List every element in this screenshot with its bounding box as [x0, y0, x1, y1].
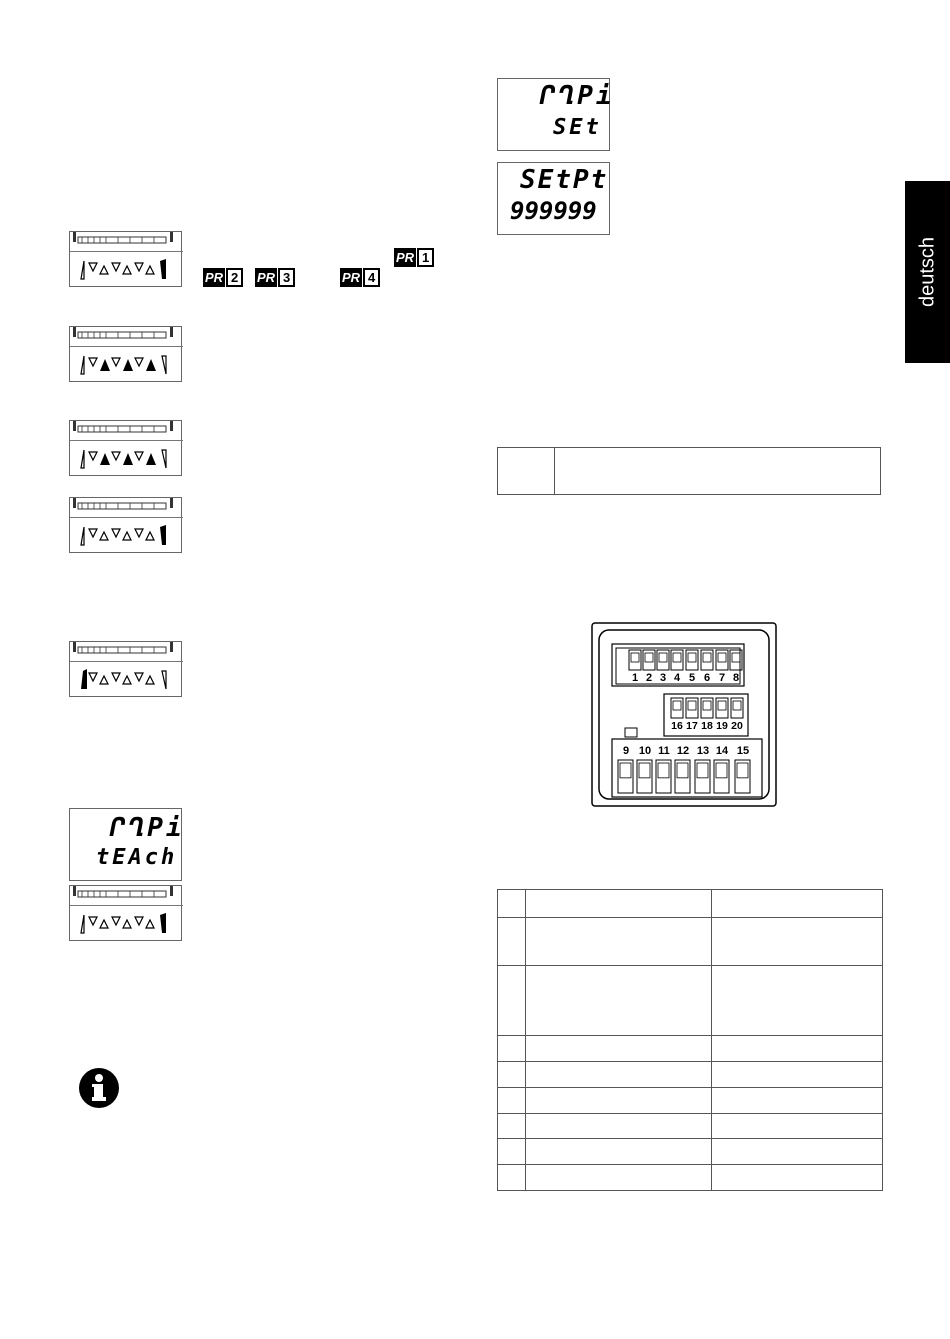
middle-terminal-cell-slot	[688, 701, 696, 710]
bottom-terminal-label: 15	[736, 745, 750, 757]
lcd-keypad-1	[69, 231, 182, 287]
top-terminal-label: 5	[688, 672, 696, 684]
bottom-terminal-cell-slot	[697, 763, 708, 778]
lcd-triangle-row	[70, 346, 183, 381]
table-cell	[712, 1114, 883, 1139]
table-cell	[712, 918, 883, 966]
table-cell	[526, 890, 712, 918]
top-terminal-cell-slot	[718, 653, 726, 662]
lcd-triangle-row	[70, 251, 183, 286]
lcd-triangle-row	[70, 905, 183, 940]
language-tab[interactable]	[905, 181, 950, 363]
top-terminal-cells	[629, 650, 742, 670]
info-icon	[78, 1067, 120, 1109]
top-terminal-label: 3	[659, 672, 667, 684]
top-terminal-cell-slot	[673, 653, 681, 662]
lcd-triangle-row	[70, 440, 183, 475]
table-cell	[526, 1114, 712, 1139]
pr1-badge: PR 1	[394, 248, 434, 267]
top-terminal-label: 4	[673, 672, 681, 684]
table-row	[498, 1165, 883, 1191]
table-row	[498, 1139, 883, 1165]
table-cell	[712, 1139, 883, 1165]
table-cell	[498, 1139, 526, 1165]
middle-terminal-cells	[671, 698, 743, 718]
lcd-keypad-6	[69, 885, 182, 941]
note-frame-right-cell	[555, 448, 881, 495]
top-terminal-label: 8	[732, 672, 740, 684]
terminal-connector-diagram	[591, 622, 777, 807]
middle-terminal-label: 16	[671, 720, 683, 732]
note-frame	[497, 447, 881, 495]
lcd-status-strip	[70, 421, 183, 438]
lcd-keypad-4	[69, 497, 182, 553]
top-terminal-labels	[632, 672, 739, 684]
bottom-terminal-label: 9	[622, 745, 630, 757]
lcd-status-strip	[70, 886, 183, 903]
table-cell	[712, 1088, 883, 1114]
table-row	[498, 1062, 883, 1088]
pr4-badge: PR 4	[340, 268, 380, 287]
bottom-terminal-label: 12	[676, 745, 690, 757]
language-tab-label: deutsch	[916, 236, 938, 308]
lcd-set-display	[497, 78, 615, 151]
lcd-line-2: SEt	[553, 115, 602, 140]
middle-terminal-labels	[671, 720, 743, 732]
table-cell	[526, 1165, 712, 1191]
bottom-terminal-label: 13	[696, 745, 710, 757]
middle-terminal-cell-slot	[703, 701, 711, 710]
table-cell	[498, 1165, 526, 1191]
table-cell	[498, 918, 526, 966]
top-terminal-cell-slot	[688, 653, 696, 662]
lcd-line-1: ՐՂPi	[540, 81, 615, 111]
table-cell	[498, 890, 526, 918]
lcd-triangle-row	[70, 517, 183, 552]
lcd-line-2: tEAch	[96, 845, 178, 870]
middle-terminal-label: 17	[686, 720, 698, 732]
table-row	[498, 1114, 883, 1139]
middle-terminal-label: 19	[716, 720, 728, 732]
bottom-terminal-label: 14	[715, 745, 729, 757]
table-cell	[498, 1036, 526, 1062]
lcd-line-1: ՐՂPi	[110, 813, 185, 843]
terminal-assignment-table	[497, 889, 883, 1191]
table-cell	[526, 1088, 712, 1114]
table-cell	[526, 1139, 712, 1165]
lcd-keypad-5	[69, 641, 182, 697]
bottom-terminal-labels	[623, 745, 749, 757]
middle-terminal-cell-slot	[733, 701, 741, 710]
lcd-status-strip	[70, 327, 183, 344]
table-row	[498, 966, 883, 1036]
lcd-setpoint-display	[497, 162, 610, 235]
lcd-status-strip	[70, 498, 183, 515]
top-terminal-label: 1	[631, 672, 639, 684]
bottom-terminal-cell-slot	[716, 763, 727, 778]
top-terminal-cell-slot	[732, 653, 740, 662]
table-cell	[712, 1062, 883, 1088]
top-terminal-label: 2	[645, 672, 653, 684]
pr3-badge: PR 3	[255, 268, 295, 287]
table-row	[498, 1036, 883, 1062]
lcd-line-1: SEtPt	[520, 165, 609, 195]
top-terminal-cell-slot	[645, 653, 653, 662]
lcd-status-strip	[70, 642, 183, 659]
bottom-terminal-cell-slot	[658, 763, 669, 778]
lcd-status-strip	[70, 232, 183, 249]
table-cell	[712, 966, 883, 1036]
table-cell	[712, 890, 883, 918]
top-terminal-cell-slot	[659, 653, 667, 662]
lcd-triangle-row	[70, 661, 183, 696]
top-terminal-cell-slot	[703, 653, 711, 662]
table-cell	[712, 1036, 883, 1062]
bottom-terminal-cell-slot	[737, 763, 748, 778]
top-terminal-cell-slot	[631, 653, 639, 662]
bottom-terminal-label: 10	[638, 745, 652, 757]
middle-terminal-cell-slot	[718, 701, 726, 710]
bottom-terminal-label: 11	[658, 745, 670, 757]
table-cell	[498, 1114, 526, 1139]
table-cell	[498, 966, 526, 1036]
note-frame-left-cell	[498, 448, 555, 495]
bottom-terminal-cells	[618, 760, 750, 793]
table-row	[498, 918, 883, 966]
pr2-badge: PR 2	[203, 268, 243, 287]
middle-terminal-label: 18	[701, 720, 713, 732]
table-row	[498, 890, 883, 918]
lcd-teach-display	[69, 808, 185, 881]
table-cell	[526, 1036, 712, 1062]
table-cell	[526, 1062, 712, 1088]
table-cell	[712, 1165, 883, 1191]
table-cell	[526, 966, 712, 1036]
lcd-keypad-3	[69, 420, 182, 476]
lcd-keypad-2	[69, 326, 182, 382]
table-row	[498, 1088, 883, 1114]
middle-terminal-cell-slot	[673, 701, 681, 710]
top-terminal-label: 7	[718, 672, 726, 684]
middle-terminal-label: 20	[731, 720, 743, 732]
bottom-terminal-cell-slot	[639, 763, 650, 778]
table-cell	[526, 918, 712, 966]
bottom-terminal-cell-slot	[677, 763, 688, 778]
bottom-terminal-cell-slot	[620, 763, 631, 778]
table-cell	[498, 1062, 526, 1088]
lcd-line-2: 999999	[510, 197, 597, 225]
top-terminal-label: 6	[703, 672, 711, 684]
table-cell	[498, 1088, 526, 1114]
